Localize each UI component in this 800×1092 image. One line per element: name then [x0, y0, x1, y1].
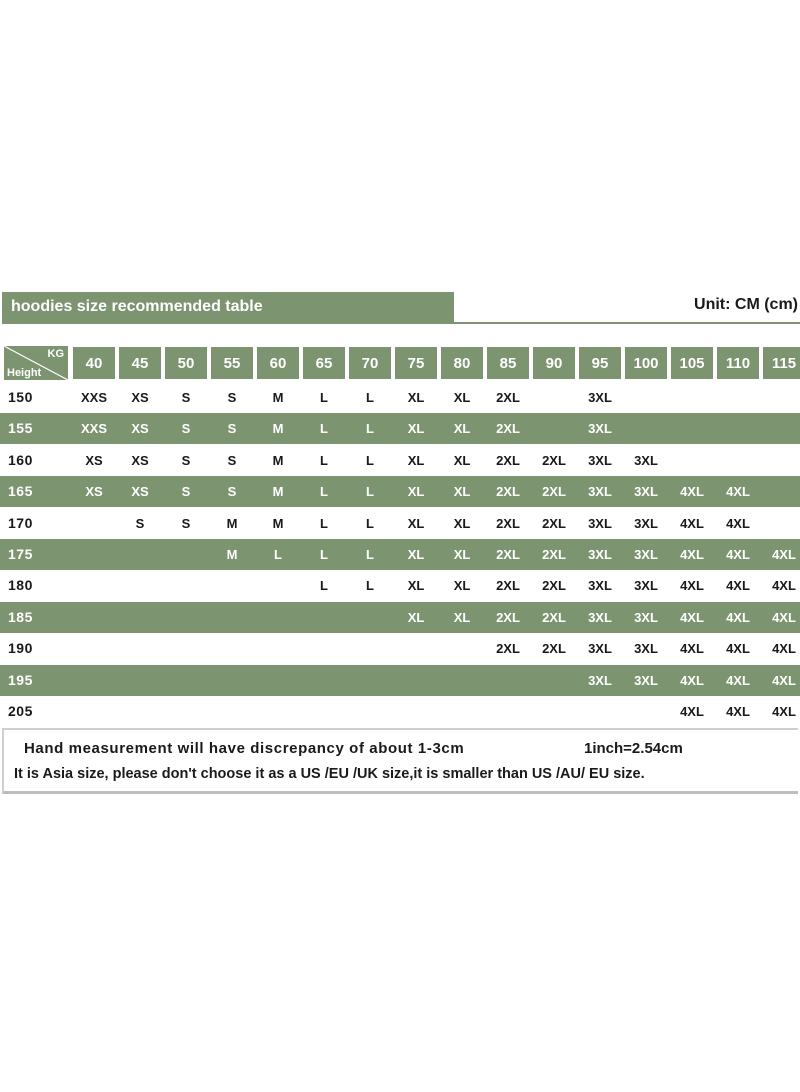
size-cell: 4XL [680, 672, 704, 688]
size-cell: XL [407, 390, 425, 405]
size-cell: L [366, 390, 374, 405]
weight-header-cell: 45 [118, 346, 162, 380]
size-cell: 4XL [680, 547, 704, 562]
size-cell: M [226, 515, 238, 531]
height-cell: 160 [8, 451, 33, 468]
table-row [0, 633, 800, 664]
weight-header-cell: 115 [762, 346, 800, 380]
size-cell: L [366, 547, 374, 562]
weight-header-cell: 40 [72, 346, 116, 380]
weight-header-cell: 60 [256, 346, 300, 380]
size-cell: XL [453, 609, 471, 625]
size-cell: 2XL [542, 609, 566, 625]
corner-height-label: Height [7, 367, 42, 379]
weight-header-cell: 70 [348, 346, 392, 380]
size-cell: 3XL [588, 672, 612, 688]
size-cell: XL [453, 390, 471, 405]
size-cell: L [320, 484, 328, 500]
size-cell: XL [407, 515, 425, 531]
size-cell: L [274, 547, 282, 562]
table-row [0, 570, 800, 601]
size-cell: S [135, 515, 145, 531]
size-cell: M [272, 390, 284, 405]
size-cell: 2XL [496, 578, 520, 594]
weight-header-cell: 110 [716, 346, 760, 380]
size-cell: 3XL [634, 641, 658, 657]
size-cell: M [272, 484, 284, 500]
size-cell: XS [85, 452, 103, 468]
measurement-note: Hand measurement will have discrepancy of about 1-3cm [24, 740, 465, 757]
table-row [0, 382, 800, 413]
size-cell: 4XL [726, 641, 750, 657]
height-cell: 180 [8, 577, 33, 594]
size-cell: 2XL [496, 515, 520, 531]
size-cell: 4XL [680, 515, 704, 531]
size-cell: L [366, 578, 374, 594]
size-cell: 2XL [542, 515, 566, 531]
size-cell: 2XL [542, 641, 566, 657]
size-cell: 3XL [634, 515, 658, 531]
size-cell: 2XL [542, 484, 566, 500]
size-cell: XL [407, 484, 425, 500]
size-cell: XL [407, 578, 425, 594]
size-cell: 3XL [588, 484, 612, 500]
weight-header-cell: 105 [670, 346, 714, 380]
size-cell: 2XL [496, 390, 520, 405]
size-cell: 3XL [588, 609, 612, 625]
size-cell: XS [85, 484, 103, 500]
size-cell: 3XL [588, 547, 612, 562]
size-cell: XL [407, 452, 425, 468]
notes-box [2, 728, 798, 794]
size-cell: L [320, 421, 328, 437]
height-cell: 175 [8, 546, 33, 562]
weight-header-cell: 75 [394, 346, 438, 380]
size-cell: 4XL [772, 578, 796, 594]
size-cell: XL [453, 421, 471, 437]
size-cell: 3XL [588, 421, 612, 437]
inch-conversion-note: 1inch=2.54cm [584, 740, 683, 757]
weight-header-cell: 65 [302, 346, 346, 380]
size-cell: S [227, 484, 237, 500]
table-row [0, 508, 800, 539]
size-cell: XL [453, 515, 471, 531]
size-cell: L [320, 390, 328, 405]
size-cell: 4XL [680, 704, 704, 719]
size-cell: L [366, 484, 374, 500]
title-divider [2, 322, 800, 324]
size-cell: 3XL [588, 578, 612, 594]
size-cell: XS [131, 452, 149, 468]
size-cell: 2XL [496, 452, 520, 468]
size-cell: XL [407, 547, 425, 562]
size-cell: XXS [80, 421, 107, 437]
size-cell: L [320, 452, 328, 468]
size-cell: 3XL [634, 672, 658, 688]
size-cell: 4XL [726, 672, 750, 688]
size-cell: 4XL [726, 547, 750, 562]
size-cell: S [181, 421, 191, 437]
size-cell: S [181, 452, 191, 468]
unit-label: Unit: CM (cm) [694, 296, 798, 313]
size-cell: M [272, 515, 284, 531]
size-cell: XS [131, 484, 149, 500]
size-cell: M [226, 547, 238, 562]
size-cell: 4XL [680, 578, 704, 594]
weight-header-cell: 90 [532, 346, 576, 380]
size-cell: XL [453, 484, 471, 500]
weight-header-cell: 100 [624, 346, 668, 380]
table-row [0, 696, 800, 727]
size-cell: XL [407, 421, 425, 437]
weight-header-row [0, 346, 800, 380]
size-cell: XL [453, 578, 471, 594]
height-cell: 195 [8, 671, 33, 688]
size-cell: 3XL [588, 390, 612, 405]
height-cell: 170 [8, 514, 33, 531]
weight-header-cell: 55 [210, 346, 254, 380]
height-cell: 205 [8, 703, 33, 719]
size-cell: L [366, 452, 374, 468]
size-cell: 3XL [588, 641, 612, 657]
height-cell: 150 [8, 389, 33, 405]
table-row [0, 445, 800, 476]
height-cell: 155 [8, 420, 33, 437]
size-cell: 2XL [542, 452, 566, 468]
size-cell: 3XL [634, 452, 658, 468]
size-cell: L [320, 515, 328, 531]
table-row [0, 602, 800, 633]
size-cell: 2XL [496, 547, 520, 562]
size-cell: S [227, 390, 237, 405]
size-cell: 2XL [542, 547, 566, 562]
size-cell: L [366, 421, 374, 437]
size-cell: 4XL [772, 641, 796, 657]
height-cell: 185 [8, 608, 33, 625]
size-cell: 4XL [726, 609, 750, 625]
weight-header-cell: 50 [164, 346, 208, 380]
size-cell: S [227, 421, 237, 437]
size-cell: L [320, 578, 328, 594]
size-cell: XL [453, 547, 471, 562]
size-cell: XL [407, 609, 425, 625]
size-cell: 3XL [588, 515, 612, 531]
size-cell: 2XL [496, 641, 520, 657]
size-cell: 3XL [634, 484, 658, 500]
table-row [0, 413, 800, 444]
size-cell: 4XL [726, 484, 750, 500]
size-cell: S [181, 390, 191, 405]
size-cell: S [181, 484, 191, 500]
size-cell: 4XL [680, 609, 704, 625]
weight-header-cell: 95 [578, 346, 622, 380]
size-cell: XS [131, 421, 149, 437]
size-cell: 3XL [634, 578, 658, 594]
height-cell: 165 [8, 483, 33, 500]
size-cell: XL [453, 452, 471, 468]
size-cell: 4XL [680, 641, 704, 657]
weight-header-cell: 80 [440, 346, 484, 380]
size-cell: S [181, 515, 191, 531]
asia-size-note: It is Asia size, please don't choose it as a US /EU /UK size,it is smaller than US /AU/ EU size. [14, 766, 645, 782]
size-cell: 4XL [772, 672, 796, 688]
size-cell: 2XL [542, 578, 566, 594]
size-cell: 2XL [496, 484, 520, 500]
size-cell: L [320, 547, 328, 562]
size-cell: M [272, 452, 284, 468]
size-cell: 3XL [634, 609, 658, 625]
size-cell: 4XL [680, 484, 704, 500]
size-cell: 2XL [496, 421, 520, 437]
size-cell: 3XL [634, 547, 658, 562]
table-row [0, 665, 800, 696]
size-cell: 4XL [726, 515, 750, 531]
size-cell: 4XL [772, 547, 796, 562]
size-cell: 2XL [496, 609, 520, 625]
table-row [0, 539, 800, 570]
corner-kg-label: KG [47, 348, 64, 360]
size-cell: S [227, 452, 237, 468]
corner-header-cell [4, 346, 68, 380]
table-title: hoodies size recommended table [2, 292, 454, 322]
size-cell: L [366, 515, 374, 531]
size-cell: 4XL [772, 704, 796, 719]
size-cell: XS [131, 390, 149, 405]
height-cell: 190 [8, 640, 33, 657]
size-cell: XXS [80, 390, 107, 405]
size-cell: 4XL [726, 704, 750, 719]
size-cell: 3XL [588, 452, 612, 468]
size-cell: 4XL [772, 609, 796, 625]
table-row [0, 476, 800, 507]
size-cell: M [272, 421, 284, 437]
size-cell: 4XL [726, 578, 750, 594]
weight-header-cell: 85 [486, 346, 530, 380]
